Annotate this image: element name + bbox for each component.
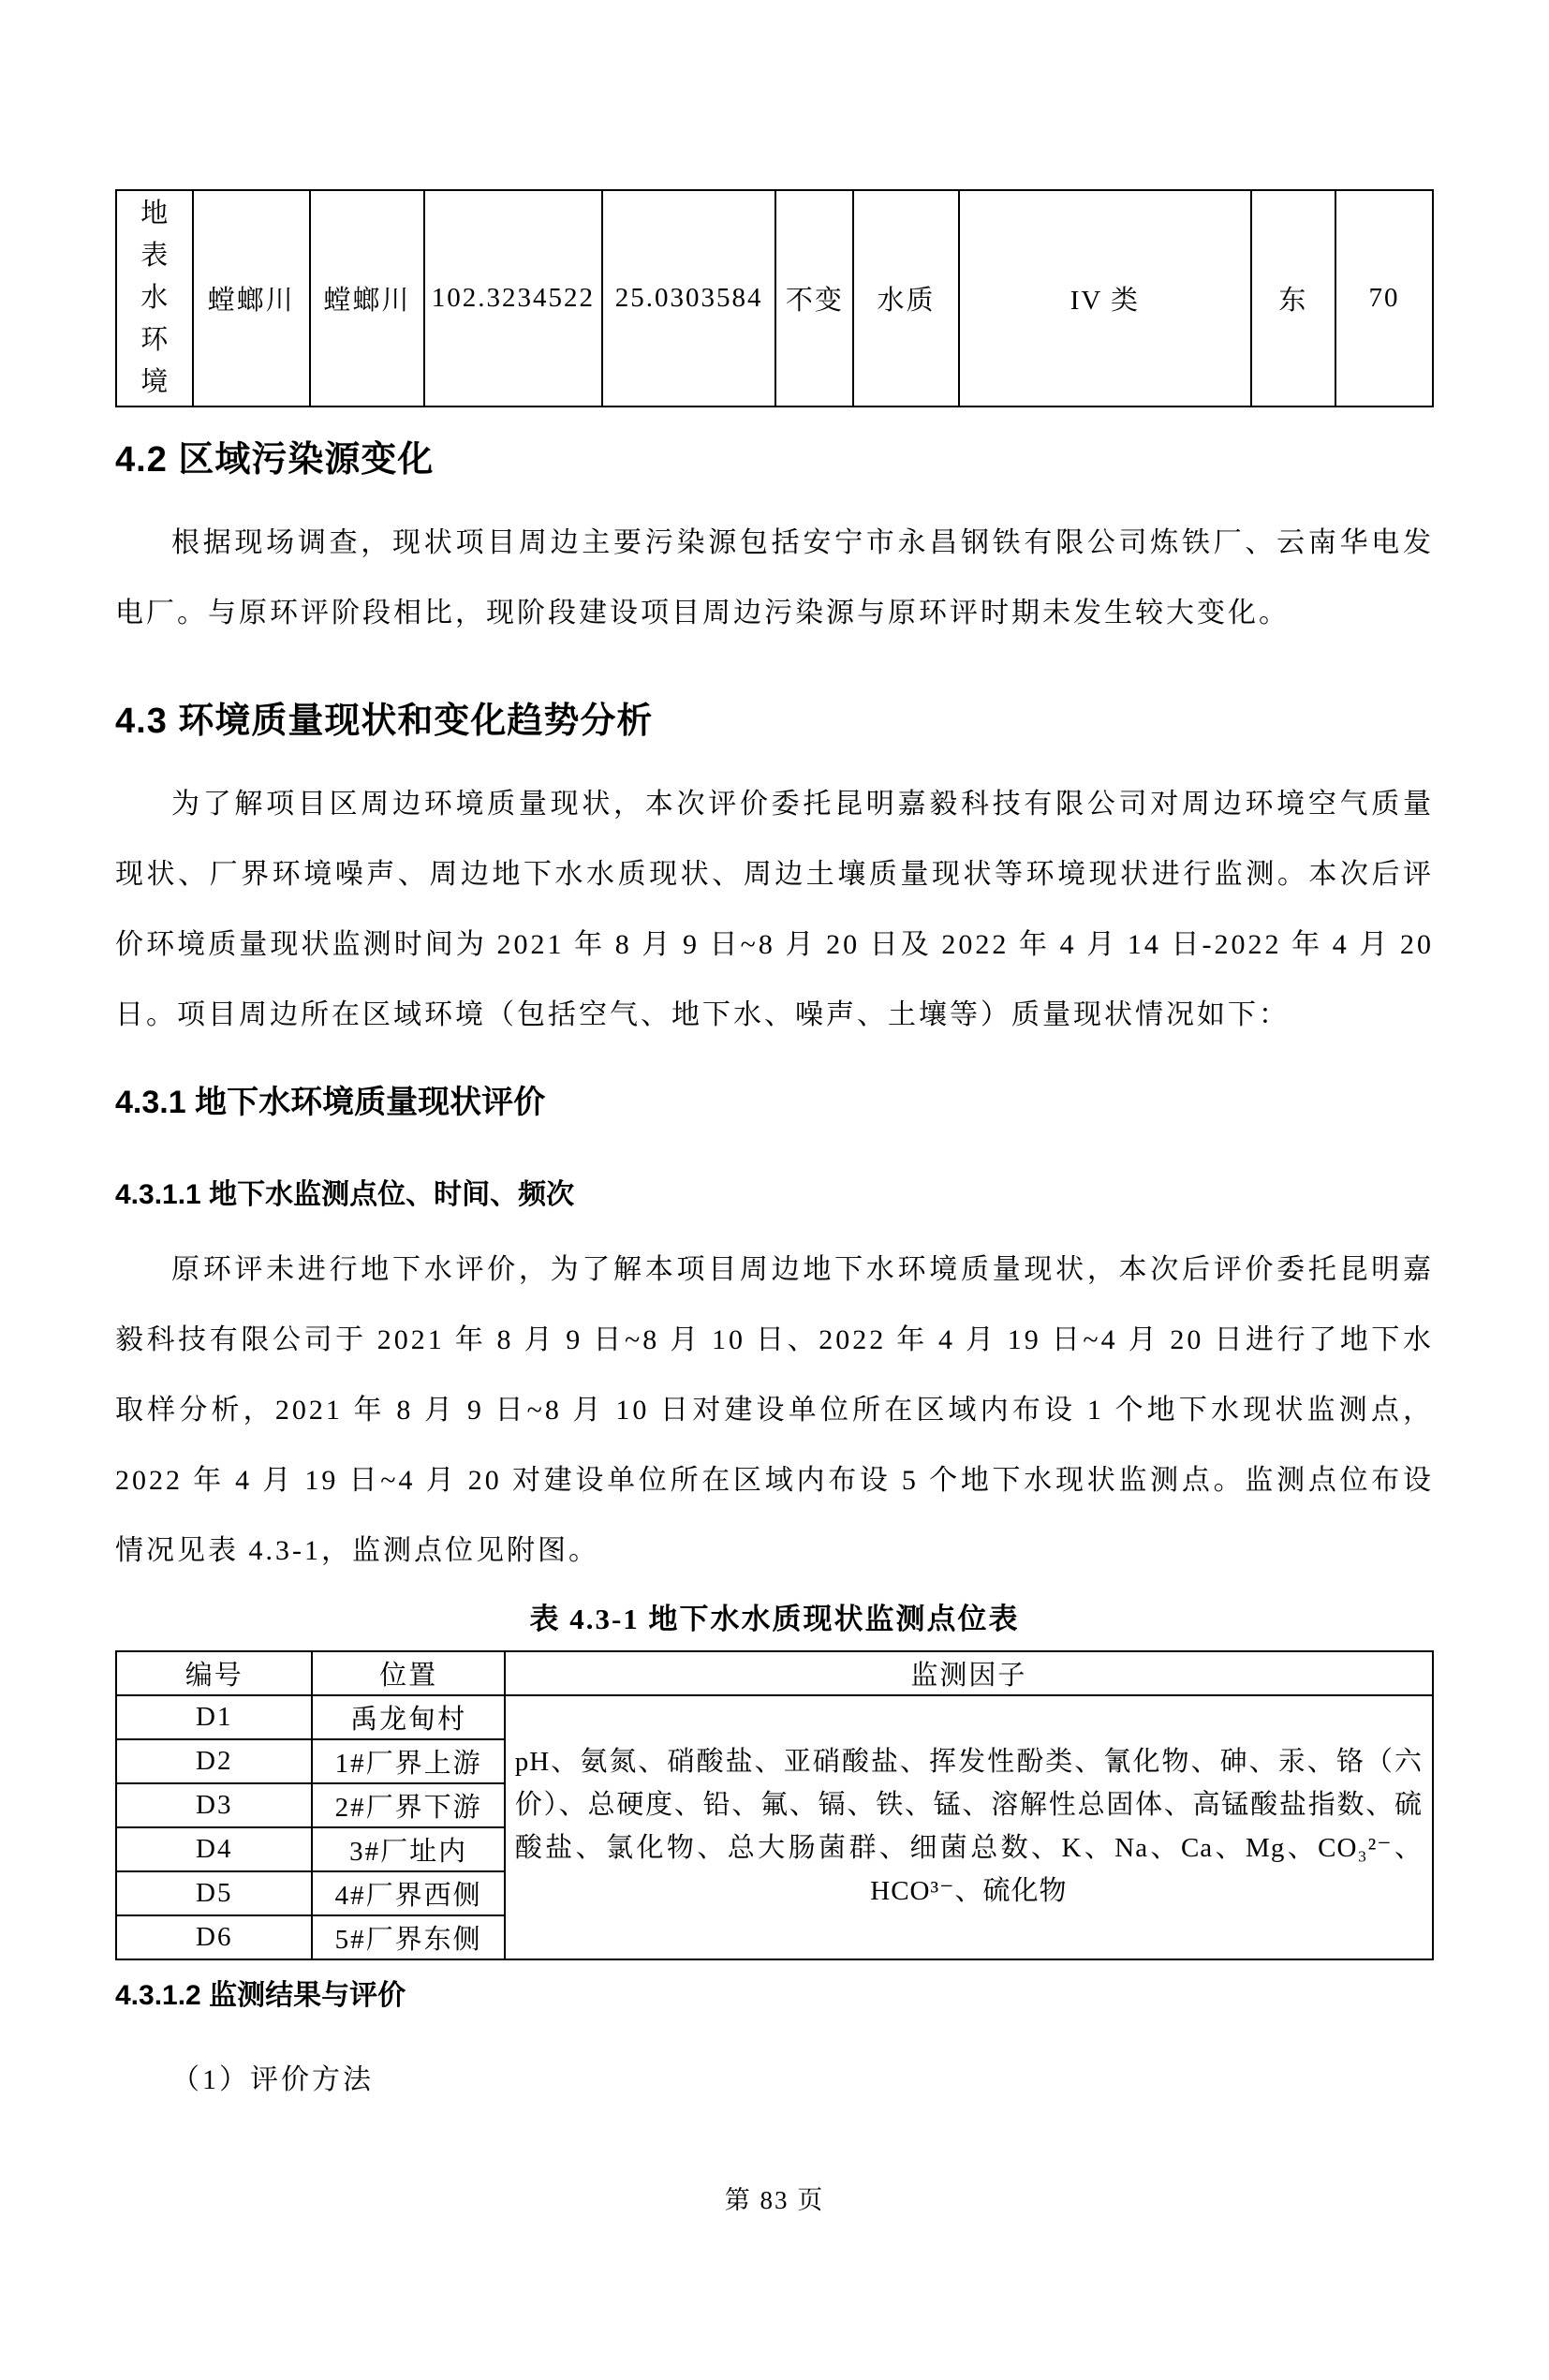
- section-heading-4-3-1: 4.3.1 地下水环境质量现状评价: [115, 1084, 546, 1120]
- section-heading-4-3-1-2: 4.3.1.2 监测结果与评价: [115, 1979, 406, 2011]
- cell-point-id: D4: [116, 1827, 312, 1871]
- paragraph-pollution-sources: 根据现场调查，现状项目周边主要污染源包括安宁市永昌钢铁有限公司炼铁厂、云南华电发电厂。与原环评阶段相比，现阶段建设项目周边污染源与原环评时期未发生较大变化。: [115, 526, 1434, 628]
- cell-water-class: IV 类: [959, 190, 1251, 407]
- section-heading-4-3-1-1: 4.3.1.1 地下水监测点位、时间、频次: [115, 1178, 575, 1210]
- cell-monitoring-factors: pH、氨氮、硝酸盐、亚硝酸盐、挥发性酚类、氰化物、砷、汞、铬（六价）、总硬度、铅、氟、镉、铁、锰、溶解性总固体、高锰酸盐指数、硫酸盐、氯化物、总大肠菌群、细菌总数、K、Na、Ca、Mg、CO₃²⁻、HCO³⁻、硫化物: [505, 1695, 1433, 1959]
- table-title: 表 4.3-1 地下水水质现状监测点位表: [529, 1602, 1020, 1635]
- cell-point-id: D2: [116, 1739, 312, 1783]
- cell-point-id: D3: [116, 1783, 312, 1827]
- section-heading-4-2: 4.2 区域污染源变化: [115, 439, 435, 480]
- cell-distance: 70: [1335, 190, 1433, 407]
- cell-point-location: 2#厂界下游: [312, 1783, 504, 1827]
- header-location: 位置: [312, 1651, 504, 1695]
- method-item: （1）评价方法: [171, 2063, 374, 2095]
- table-row: [116, 1695, 1433, 1739]
- cell-point-location: 1#厂界上游: [312, 1739, 504, 1783]
- section-heading-4-3: 4.3 环境质量现状和变化趋势分析: [115, 701, 654, 741]
- cell-element: [116, 190, 193, 407]
- table-header-row: [116, 1651, 1433, 1695]
- cell-point-location: 禹龙甸村: [312, 1695, 504, 1739]
- surface-water-table: [115, 189, 1434, 407]
- cell-point-id: D1: [116, 1695, 312, 1739]
- cell-point-id: D5: [116, 1871, 312, 1915]
- cell-point-location: 5#厂界东侧: [312, 1915, 504, 1959]
- cell-point-location: 3#厂址内: [312, 1827, 504, 1871]
- cell-point-location: 4#厂界西侧: [312, 1871, 504, 1915]
- cell-longitude: 102.3234522: [424, 190, 602, 407]
- cell-river-name-2: 螳螂川: [310, 190, 424, 407]
- cell-change-status: 不变: [775, 190, 853, 407]
- table-row: [116, 190, 1433, 407]
- header-id: 编号: [116, 1651, 312, 1695]
- cell-latitude: 25.0303584: [602, 190, 776, 407]
- monitoring-points-table: [115, 1650, 1434, 1960]
- cell-point-id: D6: [116, 1915, 312, 1959]
- cell-river-name: 螳螂川: [193, 190, 310, 407]
- paragraph-groundwater-points: 原环评未进行地下水评价，为了解本项目周边地下水环境质量现状，本次后评价委托昆明嘉毅科技有限公司于 2021 年 8 月 9 日~8 月 10 日、2022 年 4 月 19 日~4 月 20 日进行了地下水取样分析，2021 年 8 月 9 日~8 月 10 日对建设单位所在区域内布设 1 个地下水现状监测点，2022 年 4 月 19 日~4 月 20 对建设单位所在区域内布设 5 个地下水现状监测点。监测点位布设情况见表 4.3-1，监测点位见附图。: [115, 1253, 1434, 1566]
- document-page: [0, 189, 1549, 2380]
- cell-element-text: 地表水环境: [140, 199, 169, 397]
- page-number: 第 83 页: [724, 2185, 825, 2214]
- paragraph-monitoring-overview: 为了解项目区周边环境质量现状，本次评价委托昆明嘉毅科技有限公司对周边环境空气质量现状、厂界环境噪声、周边地下水水质现状、周边土壤质量现状等环境现状进行监测。本次后评价环境质量现状监测时间为 2021 年 8 月 9 日~8 月 20 日及 2022 年 4 月 14 日-2022 年 4 月 20 日。项目周边所在区域环境（包括空气、地下水、噪声、土壤等）质量现状情况如下：: [115, 788, 1434, 1030]
- cell-factor: 水质: [853, 190, 958, 407]
- header-factors: 监测因子: [505, 1651, 1433, 1695]
- cell-direction: 东: [1251, 190, 1335, 407]
